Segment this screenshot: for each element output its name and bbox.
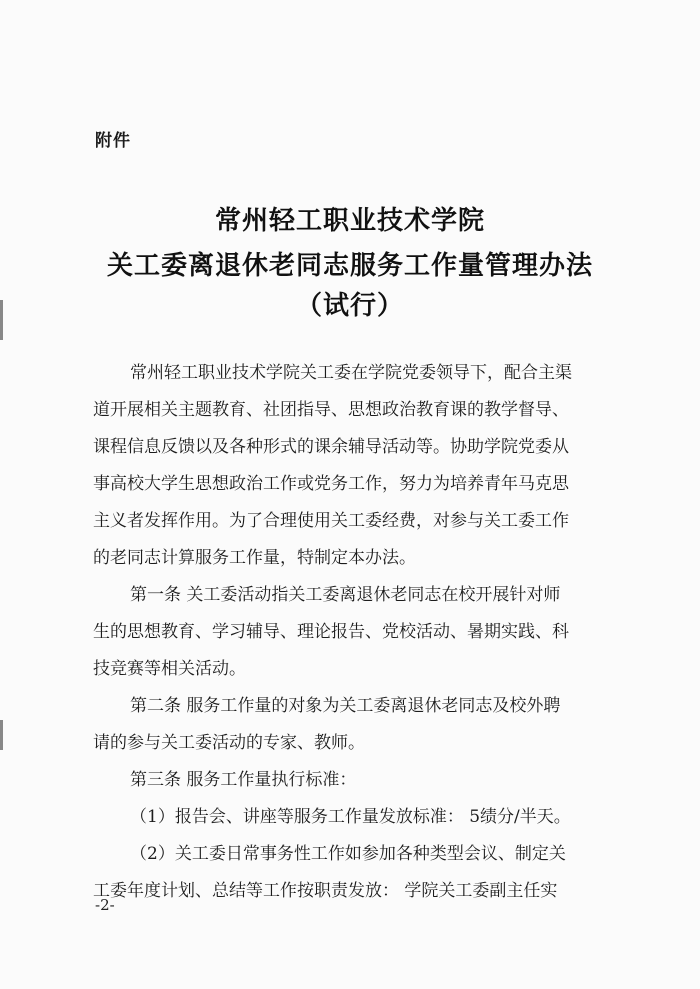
body-line: （1）报告会、讲座等服务工作量发放标准： 5绩分/半天。 xyxy=(130,807,571,827)
page-number: -2- xyxy=(95,896,115,914)
body-line: 常州轻工职业技术学院关工委在学院党委领导下，配合主渠 xyxy=(130,363,572,383)
body-line: （2）关工委日常事务性工作如参加各种类型会议、制定关 xyxy=(130,844,566,864)
body-line: 工委年度计划、总结等工作按职责发放： 学院关工委副主任实 xyxy=(93,881,558,901)
body-line: 第三条 服务工作量执行标准： xyxy=(130,770,357,790)
attachment-label: 附件 xyxy=(95,131,131,151)
body-line: 技竞赛等相关活动。 xyxy=(93,659,246,679)
body-line: 生的思想教育、学习辅导、理论报告、党校活动、暑期实践、科 xyxy=(93,622,569,642)
body-line: 第一条 关工委活动指关工委离退休老同志在校开展针对师 xyxy=(130,585,561,605)
scan-edge-mark xyxy=(0,720,3,750)
body-line: 事高校大学生思想政治工作或党务工作，努力为培养青年马克思 xyxy=(93,474,569,494)
body-line: 课程信息反馈以及各种形式的课余辅导活动等。协助学院党委从 xyxy=(93,437,569,457)
title-line-1: 常州轻工职业技术学院 xyxy=(214,206,485,236)
title-line-3: （试行） xyxy=(295,291,404,321)
body-line: 请的参与关工委活动的专家、教师。 xyxy=(93,733,365,753)
body-line: 的老同志计算服务工作量，特制定本办法。 xyxy=(93,548,416,568)
title-line-2: 关工委离退休老同志服务工作量管理办法 xyxy=(106,251,593,281)
body-line: 第二条 服务工作量的对象为关工委离退休老同志及校外聘 xyxy=(130,696,561,716)
body-line: 道开展相关主题教育、社团指导、思想政治教育课的教学督导、 xyxy=(93,400,569,420)
body-line: 主义者发挥作用。为了合理使用关工委经费，对参与关工委工作 xyxy=(93,511,569,531)
